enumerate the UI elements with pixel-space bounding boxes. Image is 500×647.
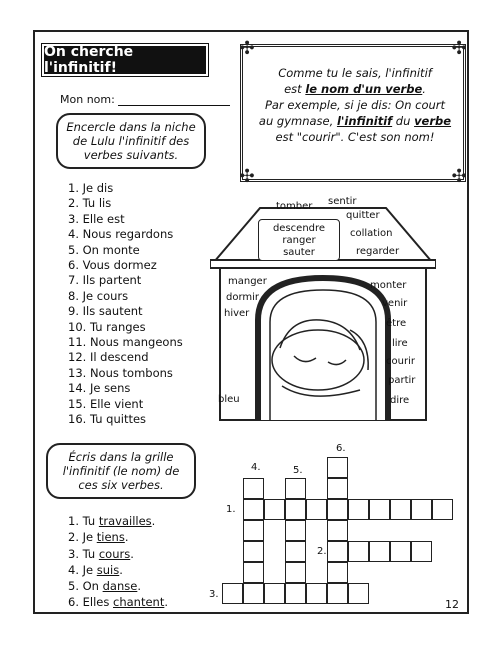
crossword-cell[interactable] (306, 583, 327, 604)
roof-sign: descendre ranger sauter (258, 219, 340, 261)
crossword-cell[interactable] (348, 499, 369, 520)
word-collation[interactable]: collation (350, 228, 393, 239)
list-item: 13. Nous tombons (68, 365, 173, 380)
roof-edge (210, 260, 436, 268)
list-item: 12. Il descend (68, 350, 149, 365)
crossword-cell[interactable] (411, 499, 432, 520)
word-sentir[interactable]: sentir (328, 196, 357, 207)
crossword-cell[interactable] (243, 520, 264, 541)
crossword-cell[interactable] (327, 478, 348, 499)
list-item: 4. Nous regardons (68, 227, 174, 242)
crossword-cell[interactable] (243, 583, 264, 604)
crossword-cell[interactable] (243, 562, 264, 583)
crossword-cell[interactable] (285, 478, 306, 499)
crossword-cell[interactable] (327, 583, 348, 604)
crossword-cell[interactable] (285, 520, 306, 541)
list-item: 1. Tu travailles. (68, 514, 156, 528)
clue-number-6: 6. (336, 443, 346, 454)
list-item: 10. Tu ranges (68, 319, 146, 334)
crossword-cell[interactable] (306, 499, 327, 520)
word-hiver[interactable]: hiver (224, 308, 250, 319)
word-manger[interactable]: manger (228, 276, 267, 287)
list-item: 6. Vous dormez (68, 258, 157, 273)
corner-ornament-icon: ✣ (239, 166, 255, 187)
crossword-cell[interactable] (327, 499, 348, 520)
corner-ornament-icon: ✣ (239, 38, 255, 59)
list-item: 1. Je dis (68, 181, 114, 195)
crossword-cell[interactable] (327, 541, 348, 562)
instruction-1: Encercle dans la niche de Lulu l'infinitif des verbes suivants. (56, 113, 206, 169)
word-tomber[interactable]: tomber (276, 201, 313, 212)
crossword-cell[interactable] (243, 478, 264, 499)
verb-list-1 (68, 181, 183, 428)
crossword-cell[interactable] (285, 499, 306, 520)
crossword-cell[interactable] (222, 583, 243, 604)
crossword-cell[interactable] (432, 499, 453, 520)
list-item: 2. Je tiens. (68, 530, 129, 545)
word-dormir[interactable]: dormir (226, 292, 260, 303)
list-item: 4. Je suis. (68, 562, 123, 577)
list-item: 16. Tu quittes (68, 412, 147, 427)
crossword-cell[interactable] (243, 541, 264, 562)
list-item: 7. Ils partent (68, 273, 142, 288)
clue-number-3: 3. (209, 589, 219, 600)
crossword-cell[interactable] (243, 499, 264, 520)
corner-ornament-icon: ✣ (451, 38, 467, 59)
crossword-cell[interactable] (390, 499, 411, 520)
page-number: 12 (445, 598, 459, 611)
word-etre[interactable]: être (386, 318, 407, 329)
crossword-cell[interactable] (285, 583, 306, 604)
info-frame (239, 38, 467, 187)
crossword-cell[interactable] (369, 499, 390, 520)
list-item: 15. Elle vient (68, 396, 144, 411)
clue-number-1: 1. (226, 504, 236, 515)
crossword-cell[interactable] (348, 583, 369, 604)
list-item: 11. Nous mangeons (68, 335, 183, 350)
list-item: 3. Elle est (68, 211, 125, 226)
crossword-cell[interactable] (327, 520, 348, 541)
list-item: 14. Je sens (68, 381, 131, 396)
crossword-cell[interactable] (264, 583, 285, 604)
name-label: Mon nom: (60, 93, 115, 106)
list-item: 5. On monte (68, 242, 140, 257)
clue-number-5: 5. (293, 465, 303, 476)
clue-number-2: 2. (317, 546, 327, 557)
list-item: 2. Tu lis (68, 196, 112, 211)
corner-ornament-icon: ✣ (451, 166, 467, 187)
verb-list-2 (68, 513, 168, 611)
word-regarder[interactable]: regarder (356, 246, 400, 257)
crossword-cell[interactable] (327, 457, 348, 478)
crossword-cell[interactable] (369, 541, 390, 562)
page-title: On cherche l'infinitif! (44, 46, 206, 74)
list-item: 5. On danse. (68, 579, 141, 594)
clue-number-4: 4. (251, 462, 261, 473)
info-text: Comme tu le sais, l'infinitif est le nom d'un verbe. Par exemple, si je dis: On court au gymnase, l'infinitif du verbe est "courir". C'est son nom! (258, 66, 452, 144)
crossword-cell[interactable] (327, 562, 348, 583)
word-partir[interactable]: partir (388, 375, 416, 386)
name-line (118, 95, 230, 106)
word-quitter[interactable]: quitter (346, 210, 380, 221)
crossword-cell[interactable] (285, 541, 306, 562)
crossword-cell[interactable] (264, 499, 285, 520)
word-lire[interactable]: lire (392, 338, 408, 349)
word-venir[interactable]: venir (382, 298, 408, 309)
word-courir[interactable]: courir (386, 356, 415, 367)
crossword-cell[interactable] (411, 541, 432, 562)
crossword-cell[interactable] (390, 541, 411, 562)
crossword-cell[interactable] (285, 562, 306, 583)
crossword-cell[interactable] (348, 541, 369, 562)
name-field (60, 93, 230, 106)
word-monter[interactable]: monter (370, 280, 407, 291)
list-item: 9. Ils sautent (68, 304, 143, 319)
instruction-2: Écris dans la grille l'infinitif (le nom) de ces six verbes. (46, 443, 196, 499)
list-item: 8. Je cours (68, 288, 129, 303)
list-item: 3. Tu cours. (68, 546, 134, 561)
word-dire[interactable]: dire (390, 395, 410, 406)
word-bleu[interactable]: bleu (218, 394, 240, 405)
list-item: 6. Elles chantent. (68, 595, 169, 610)
